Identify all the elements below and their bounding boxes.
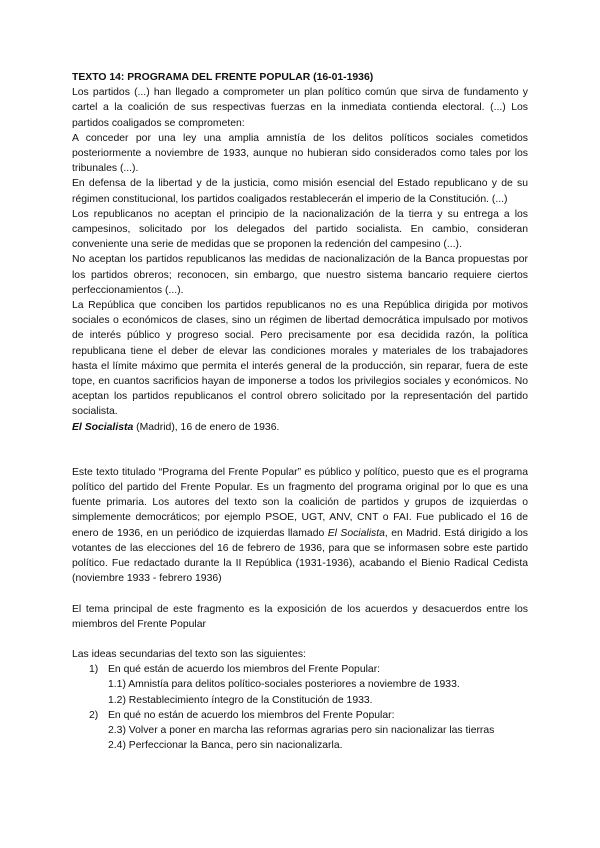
list-number: 2) xyxy=(89,709,99,721)
main-theme-paragraph: El tema principal de este fragmento es la exposición de los acuerdos y desacuerdos entre los miembros del Frente Popular xyxy=(72,603,528,630)
analysis-section xyxy=(72,465,528,753)
text-paragraph: En defensa de la libertad y de la justicia, como misión esencial del Estado republicano y de su régimen constitucional, los partidos coaligados restablecerán el imperio de la Constitución. (...) xyxy=(72,178,528,205)
list-item-label: En qué no están de acuerdo los miembros del Frente Popular: xyxy=(108,709,395,721)
source-citation xyxy=(72,420,528,435)
analysis-context-paragraph xyxy=(72,465,528,587)
secondary-ideas-intro: Las ideas secundarias del texto son las siguientes: xyxy=(72,648,306,660)
sub-list-item: 1.1) Amnistía para delitos político-sociales posteriores a noviembre de 1933. xyxy=(108,679,460,691)
sub-list-item: 1.2) Restablecimiento íntegro de la Constitución de 1933. xyxy=(108,694,373,706)
text-paragraph: A conceder por una ley una amplia amnistía de los delitos políticos sociales cometidos posteriormente a noviembre de 1933, aunque no hubieran sido considerados como tales por los tribunales (...). xyxy=(72,132,528,175)
sub-list-item: 2.3) Volver a poner en marcha las reformas agrarias pero sin nacionalizar las tierras xyxy=(108,724,495,736)
list-item xyxy=(89,662,528,708)
list-item xyxy=(89,708,528,754)
text-paragraph: Los republicanos no aceptan el principio de la nacionalización de la tierra y su entrega a los campesinos, solicitado por los delegados del partido socialista. En cambio, consideran conveniente una serie de medidas que se proponen la redención del campesino (...). xyxy=(72,208,528,251)
text-paragraph: Los partidos (...) han llegado a comprometer un plan político común que sirva de fundamento y cartel a la coalición de sus respectivas fuerzas en la inmediata contienda electoral. (...) Los partidos coaligados se comprometen: xyxy=(72,87,528,129)
secondary-ideas-list xyxy=(72,662,528,753)
text-paragraph: No aceptan los partidos republicanos las medidas de nacionalización de la Banca propuestas por los partidos obreros; reconocen, sin embargo, que nuestro sistema bancario requiere ciertos perfeccionamientos (...). xyxy=(72,254,528,296)
list-number: 1) xyxy=(89,664,99,676)
list-item-label: En qué están de acuerdo los miembros del Frente Popular: xyxy=(108,664,381,676)
source-details: (Madrid), 16 de enero de 1936. xyxy=(133,421,280,433)
context-text-b: , en Madrid. Está dirigido a los votantes de las elecciones del 16 de febrero de 1936, para que se informasen sobre este partido político. Fue redactado durante la II República (1931-1936), acabando el Bienio Radical Cedista (noviembre 1933 - febrero 1936) xyxy=(72,527,528,585)
sub-list xyxy=(108,677,528,707)
text-paragraph: La República que conciben los partidos republicanos no es una República dirigida por motivos sociales o económicos de clases, sino un régimen de libertad democrática impulsado por motivos de interés público y progreso social. Pero precisamente por esa decidida razón, la política republicana tiene el deber de elevar las condiciones morales y materiales de los trabajadores hasta el límite máximo que permita el interés general de la producción, sin reparar, fuera de este tope, en cuantos sacrificios hayan de imponerse a todos los privilegios sociales y económicos. No aceptan los partidos republicanos el control obrero solicitado por la representación del partido socialista. xyxy=(72,300,528,418)
newspaper-name: El Socialista xyxy=(327,527,385,539)
sub-list xyxy=(108,723,528,753)
sub-list-item: 2.4) Perfeccionar la Banca, pero sin nacionalizarla. xyxy=(108,740,343,752)
document-page xyxy=(72,70,528,753)
document-title: TEXTO 14: PROGRAMA DEL FRENTE POPULAR (16-01-1936) xyxy=(72,72,374,83)
source-name: El Socialista xyxy=(72,421,134,433)
context-text-a: Este texto titulado “Programa del Frente Popular” es público y político, puesto que es el programa político del partido del Frente Popular. Es un fragmento del programa original por lo que es una fuente primaria. Los autores del texto son la coalición de partidos y grupos de izquierdas o simplemente democráticos; por ejemplo PSOE, UGT, ANV, CNT o FAI. Fue publicado el 16 de enero de 1936, en un periódico de izquierdas llamado xyxy=(72,466,528,539)
historical-text xyxy=(72,85,528,419)
